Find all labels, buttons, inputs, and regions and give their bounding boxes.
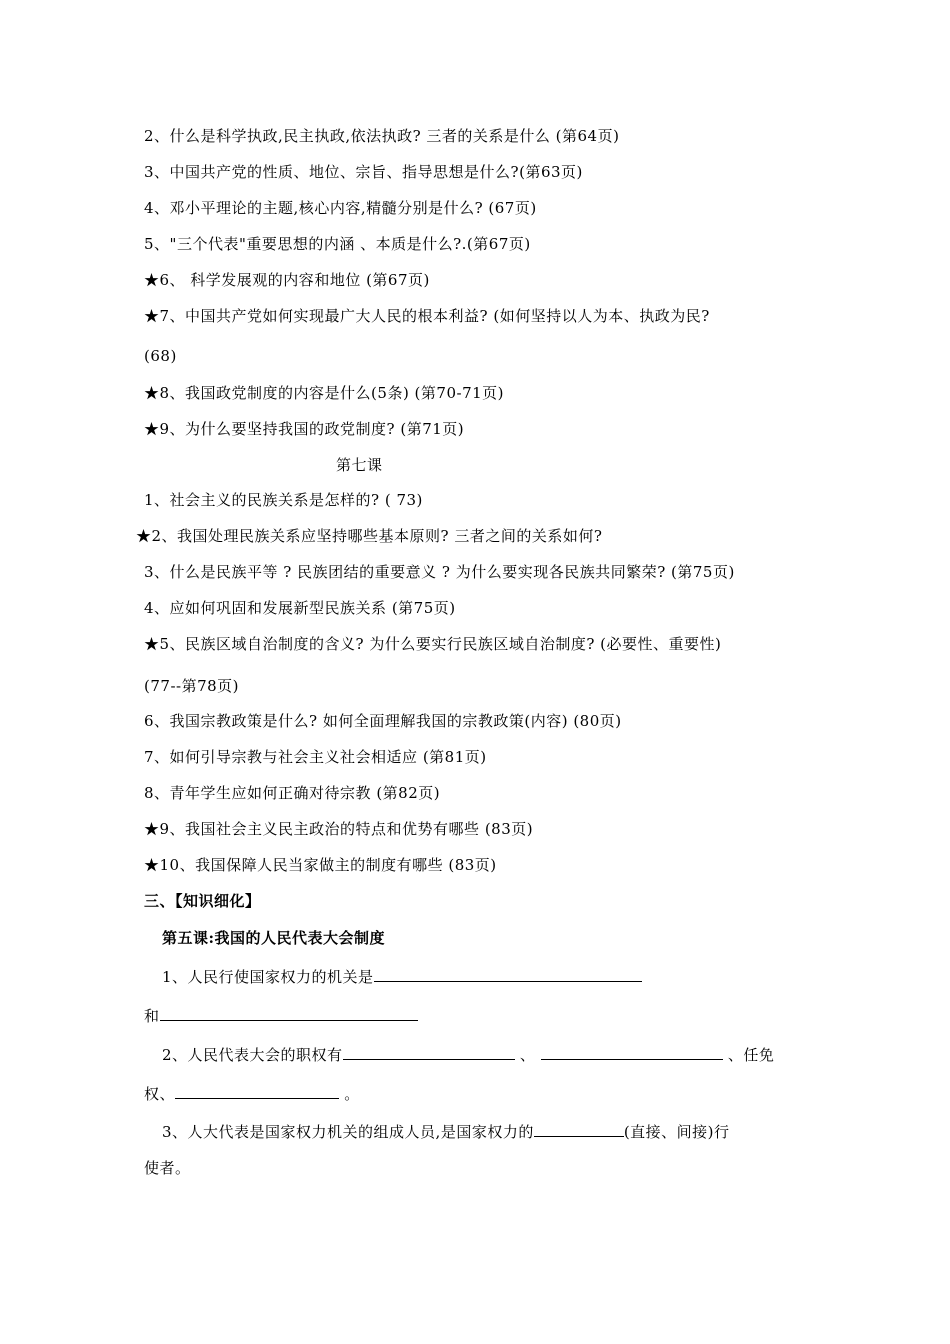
fill-q2 bbox=[162, 1043, 774, 1065]
fill-q1-text: 1、人民行使国家权力的机关是 bbox=[162, 968, 374, 986]
question-line: ★6、 科学发展观的内容和地位 (第67页) bbox=[144, 271, 430, 289]
fill-q3-after: (直接、间接)行 bbox=[623, 1123, 730, 1141]
question-line: 1、社会主义的民族关系是怎样的? ( 73) bbox=[144, 491, 423, 509]
question-line: (77--第78页) bbox=[144, 677, 240, 695]
question-line: 7、如何引导宗教与社会主义社会相适应 (第81页) bbox=[144, 748, 487, 766]
lesson5-title: 第五课:我国的人民代表大会制度 bbox=[162, 929, 386, 947]
question-line: 2、什么是科学执政,民主执政,依法执政? 三者的关系是什么 (第64页) bbox=[144, 127, 620, 145]
fill-q2-cont-text: 权、 bbox=[144, 1085, 176, 1103]
question-line: 5、"三个代表"重要思想的内涵 、本质是什么?.(第67页) bbox=[144, 235, 531, 253]
blank-field[interactable] bbox=[343, 1043, 515, 1060]
question-line: 3、什么是民族平等 ? 民族团结的重要意义 ? 为什么要实现各民族共同繁荣? (第75页) bbox=[144, 563, 735, 581]
question-line: ★9、为什么要坚持我国的政党制度? (第71页) bbox=[144, 420, 465, 438]
blank-field[interactable] bbox=[374, 965, 642, 982]
lesson7-title: 第七课 bbox=[336, 456, 383, 474]
fill-q2-text: 2、人民代表大会的职权有 bbox=[162, 1046, 343, 1064]
question-line: 3、中国共产党的性质、地位、宗旨、指导思想是什么?(第63页) bbox=[144, 163, 583, 181]
question-line: ★5、民族区域自治制度的含义? 为什么要实行民族区域自治制度? (必要性、重要性) bbox=[144, 635, 722, 653]
section3-title: 三、【知识细化】 bbox=[144, 892, 261, 910]
question-line: (68) bbox=[144, 347, 177, 365]
question-line: ★10、我国保障人民当家做主的制度有哪些 (83页) bbox=[144, 856, 497, 874]
blank-field[interactable] bbox=[175, 1082, 339, 1099]
fill-q2-end: 。 bbox=[344, 1085, 360, 1103]
question-line: 6、我国宗教政策是什么? 如何全面理解我国的宗教政策(内容) (80页) bbox=[144, 712, 622, 730]
fill-q2-sep1: 、 bbox=[519, 1046, 536, 1064]
question-line: ★9、我国社会主义民主政治的特点和优势有哪些 (83页) bbox=[144, 820, 534, 838]
question-line: 4、邓小平理论的主题,核心内容,精髓分别是什么? (67页) bbox=[144, 199, 537, 217]
question-line: 4、应如何巩固和发展新型民族关系 (第75页) bbox=[144, 599, 456, 617]
question-line: ★2、我国处理民族关系应坚持哪些基本原则? 三者之间的关系如何? bbox=[136, 527, 603, 545]
fill-q3-cont: 使者。 bbox=[144, 1159, 191, 1177]
fill-q1-cont bbox=[144, 1004, 418, 1026]
fill-q2-sep2: 、任免 bbox=[727, 1046, 775, 1064]
blank-field[interactable] bbox=[534, 1120, 624, 1137]
fill-q2-cont bbox=[144, 1082, 360, 1104]
blank-field[interactable] bbox=[541, 1043, 723, 1060]
question-line: ★7、中国共产党如何实现最广大人民的根本利益? (如何坚持以人为本、执政为民? bbox=[144, 307, 710, 325]
question-line: ★8、我国政党制度的内容是什么(5条) (第70-71页) bbox=[144, 384, 505, 402]
fill-q1-cont-text: 和 bbox=[144, 1007, 160, 1025]
blank-field[interactable] bbox=[160, 1004, 418, 1021]
question-line: 8、青年学生应如何正确对待宗教 (第82页) bbox=[144, 784, 441, 802]
fill-q3 bbox=[162, 1120, 730, 1142]
fill-q1 bbox=[162, 965, 642, 987]
fill-q3-text: 3、人大代表是国家权力机关的组成人员,是国家权力的 bbox=[162, 1123, 534, 1141]
